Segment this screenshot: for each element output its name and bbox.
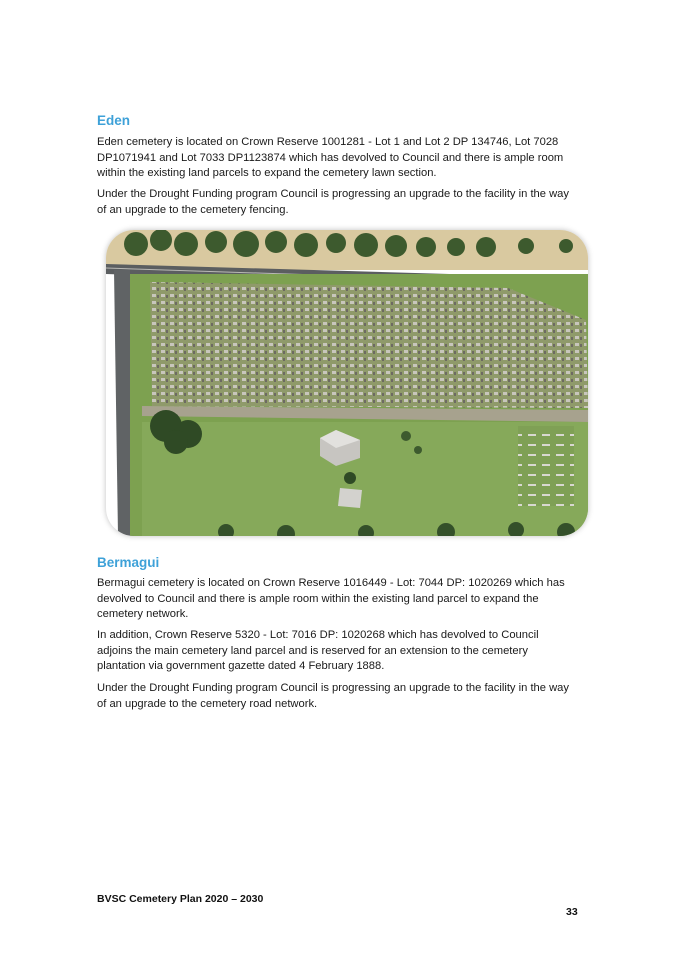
footer-title: BVSC Cemetery Plan 2020 – 2030 (97, 893, 264, 905)
bermagui-paragraph-2: In addition, Crown Reserve 5320 - Lot: 7016 DP: 1020268 which has devolved to Council adjoins the main cemetery land parcel and is reserved for an extension to the cemetery plantation via government gazette dated 4 February 1888. (97, 629, 539, 672)
section-heading-eden: Eden (97, 113, 131, 128)
eden-paragraph-2: Under the Drought Funding program Council is progressing an upgrade to the facility in the way of an upgrade to the cemetery fencing. (97, 188, 569, 216)
bermagui-paragraph-1: Bermagui cemetery is located on Crown Reserve 1016449 - Lot: 7044 DP: 1020269 which has devolved to Council and there is ample room within the existing land parcel to expand the cemetery network. (97, 577, 565, 620)
eden-paragraph-1: Eden cemetery is located on Crown Reserve 1001281 - Lot 1 and Lot 2 DP 134746, Lot 7028 DP1071941 and Lot 7033 DP1123874 which has devolved to Council and there is ample room within the existing land parcels to expand the cemetery lawn section. (97, 136, 564, 179)
eden-cemetery-aerial-photo (106, 230, 588, 536)
page-number: 33 (566, 906, 578, 918)
bermagui-paragraph-3: Under the Drought Funding program Council is progressing an upgrade to the facility in the way of an upgrade to the cemetery road network. (97, 682, 569, 710)
section-heading-bermagui: Bermagui (97, 555, 160, 570)
